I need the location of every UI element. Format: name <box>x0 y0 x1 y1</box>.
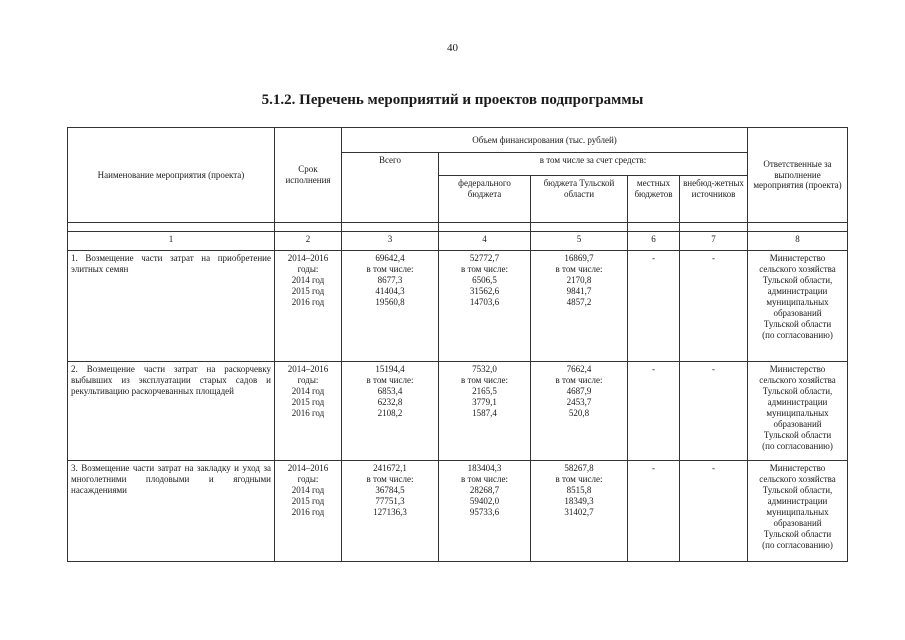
measure-regional: 16869,7 в том числе: 2170,8 9841,7 4857,2 <box>531 251 628 362</box>
measure-federal: 52772,7 в том числе: 6506,5 31562,6 14703,6 <box>439 251 531 362</box>
measure-responsible: Министерство сельского хозяйства Тульской области, администрации муниципальных образований Тульской области (по согласованию) <box>748 362 848 461</box>
header-regional: бюджета Тульской области <box>531 176 628 223</box>
header-total: Всего <box>342 153 439 223</box>
header-extra: внебюд-жетных источников <box>680 176 748 223</box>
measure-local: - <box>628 251 680 362</box>
measure-name: 3. Возмещение части затрат на закладку и уход за многолетними плодовыми и ягодными насаждениями <box>68 461 275 562</box>
page-number: 40 <box>447 42 458 54</box>
measure-federal: 7532,0 в том числе: 2165,5 3779,1 1587,4 <box>439 362 531 461</box>
header-incl-sources: в том числе за счет средств: <box>439 153 748 176</box>
measure-extra: - <box>680 461 748 562</box>
measure-term: 2014–2016 годы: 2014 год 2015 год 2016 год <box>275 251 342 362</box>
col-number: 5 <box>531 232 628 251</box>
col-number: 8 <box>748 232 848 251</box>
col-number: 6 <box>628 232 680 251</box>
table-row <box>68 251 848 362</box>
measure-total: 15194,4 в том числе: 6853,4 6232,8 2108,2 <box>342 362 439 461</box>
measure-name: 1. Возмещение части затрат на приобретение элитных семян <box>68 251 275 362</box>
table-row <box>68 461 848 562</box>
table-row <box>68 362 848 461</box>
measure-term: 2014–2016 годы: 2014 год 2015 год 2016 год <box>275 461 342 562</box>
header-local: местных бюджетов <box>628 176 680 223</box>
measure-responsible: Министерство сельского хозяйства Тульской области, администрации муниципальных образований Тульской области (по согласованию) <box>748 251 848 362</box>
header-responsible: Ответственные за выполнение мероприятия (проекта) <box>748 128 848 223</box>
measure-responsible: Министерство сельского хозяйства Тульской области, администрации муниципальных образований Тульской области (по согласованию) <box>748 461 848 562</box>
measure-total: 241672,1 в том числе: 36784,5 77751,3 127136,3 <box>342 461 439 562</box>
document-title: 5.1.2. Перечень мероприятий и проектов подпрограммы <box>261 92 644 108</box>
measure-local: - <box>628 362 680 461</box>
col-number: 1 <box>68 232 275 251</box>
measure-extra: - <box>680 251 748 362</box>
header-name: Наименование мероприятия (проекта) <box>68 128 275 223</box>
measure-federal: 183404,3 в том числе: 28268,7 59402,0 95733,6 <box>439 461 531 562</box>
col-number: 7 <box>680 232 748 251</box>
header-term: Срок исполнения <box>275 128 342 223</box>
measure-extra: - <box>680 362 748 461</box>
header-financing: Объем финансирования (тыс. рублей) <box>342 128 748 153</box>
measure-name: 2. Возмещение части затрат на раскорчевку выбывших из эксплуатации старых садов и рекультивацию раскорчеванных площадей <box>68 362 275 461</box>
col-number: 4 <box>439 232 531 251</box>
measure-total: 69642,4 в том числе: 8677,3 41404,3 19560,8 <box>342 251 439 362</box>
measure-local: - <box>628 461 680 562</box>
measure-regional: 7662,4 в том числе: 4687,9 2453,7 520,8 <box>531 362 628 461</box>
col-number: 3 <box>342 232 439 251</box>
col-number: 2 <box>275 232 342 251</box>
header-federal: федерального бюджета <box>439 176 531 223</box>
measures-table <box>67 127 848 562</box>
measure-term: 2014–2016 годы: 2014 год 2015 год 2016 год <box>275 362 342 461</box>
measure-regional: 58267,8 в том числе: 8515,8 18349,3 31402,7 <box>531 461 628 562</box>
